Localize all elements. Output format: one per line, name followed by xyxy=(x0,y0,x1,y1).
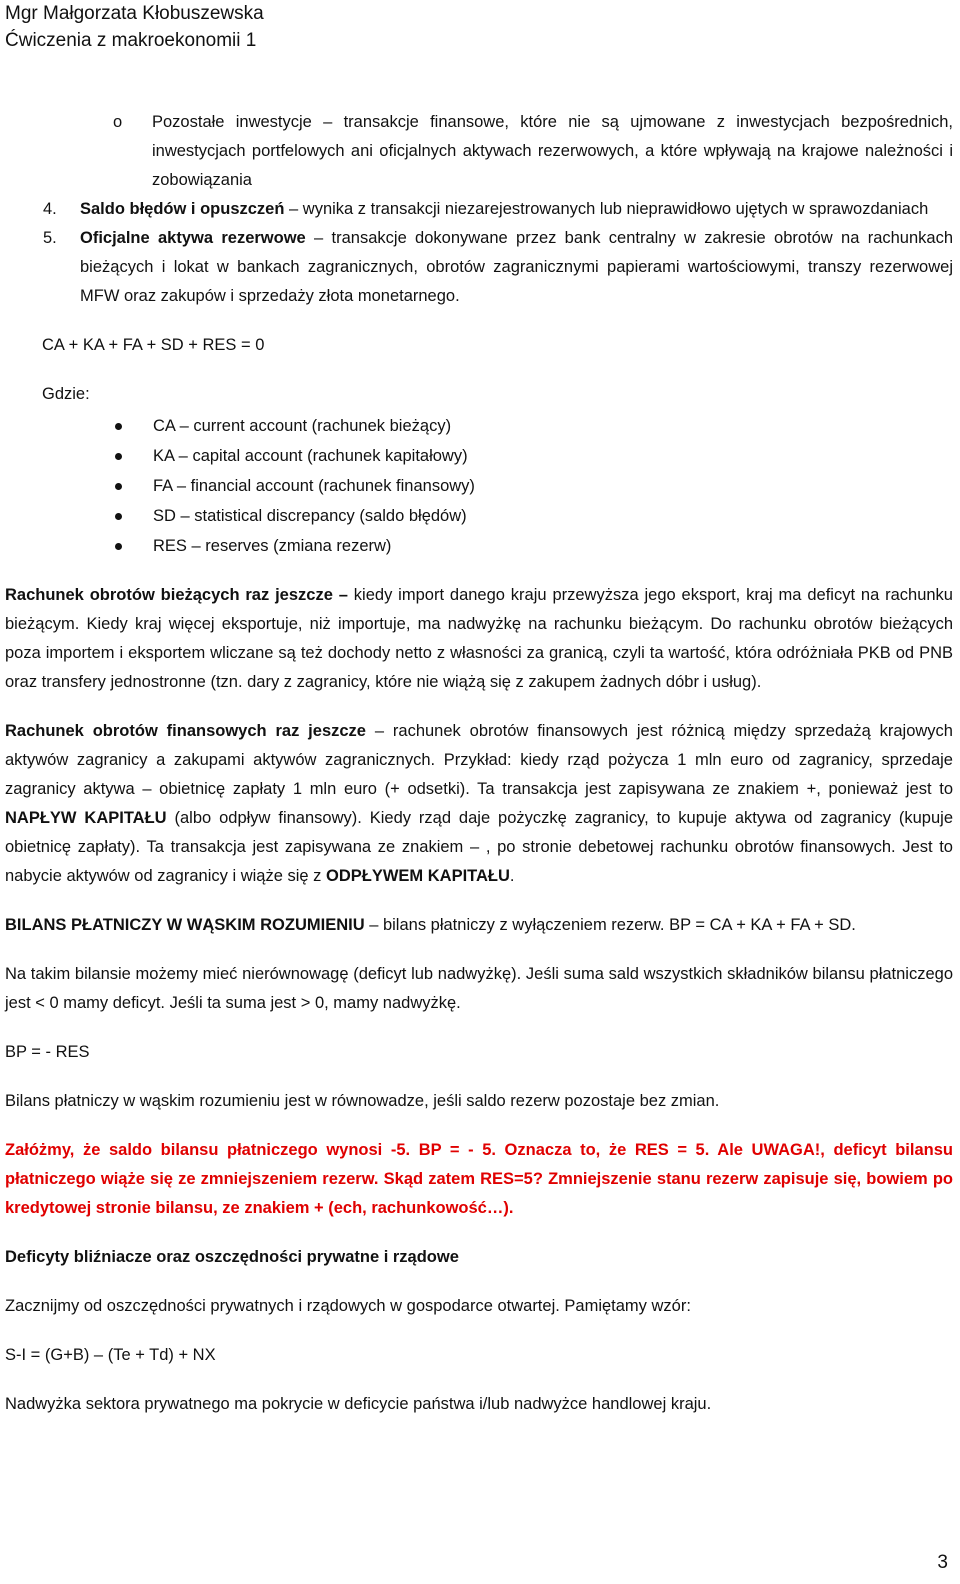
paragraph-heading: BILANS PŁATNICZY W WĄSKIM ROZUMIENIU xyxy=(5,916,365,934)
bp-equation: BP = - RES xyxy=(5,1043,90,1061)
list-item-text: – transakcje dokonywane przez bank centralny w zakresie obrotów na rachunkach bieżących i lokat w bankach zagranicznych, obrotów zagranicznymi papierami wartościowymi, transzy rezerwowej MFW oraz zakupów i sprzedaży złota monetarnego. xyxy=(80,229,954,305)
paragraph-imbalance: Na takim bilansie możemy mieć nierównowagę (deficyt lub nadwyżkę). Jeśli suma sald wszystkich składników bilansu płatniczego jest < 0 mamy deficyt. Jeśli ta suma jest > 0, mamy nadwyżkę. xyxy=(5,965,953,1012)
list-item-term: Saldo błędów i opuszczeń xyxy=(80,200,285,218)
list-item-5 xyxy=(43,224,954,311)
savings-equation: S-I = (G+B) – (Te + Td) + NX xyxy=(5,1346,216,1364)
bullet-icon xyxy=(115,453,122,460)
page-number: 3 xyxy=(937,1552,948,1573)
document-header xyxy=(5,0,264,54)
list-item: KA – capital account (rachunek kapitałowy) xyxy=(153,441,953,471)
list-item-text: – wynika z transakcji niezarejestrowanych lub nieprawidłowo ujętych w sprawozdaniach xyxy=(284,200,929,218)
definitions-list xyxy=(5,411,953,561)
paragraph-savings: Zacznijmy od oszczędności prywatnych i rządowych w gospodarce otwartej. Pamiętamy wzór: xyxy=(5,1297,691,1315)
paragraph-financial-account: Rachunek obrotów finansowych raz jeszcze – rachunek obrotów finansowych jest różnicą między sprzedażą krajowych aktywów zagranicy a zakupami aktywów zagranicznych. Przykład: kiedy rząd pożycza 1 mln euro od zagranicy, sprzedaje zagranicy aktywa – obietnicę zapłaty 1 mln euro (+ odsetki). Ta transakcja jest zapisywana ze znakiem +, ponieważ jest to NAPŁYW KAPITAŁU (albo odpływ finansowy). Kiedy rząd daje pożyczkę zagranicy, to kupuje aktywa od zagranicy (kupuje obietnicę zapłaty). Ta transakcja jest zapisywana ze znakiem – , po stronie debetowej rachunku obrotów finansowych. Jest to nabycie aktywów od zagranicy i wiąże się z ODPŁYWEM KAPITAŁU. xyxy=(5,722,953,885)
list-item-text: Pozostałe inwestycje – transakcje finansowe, które nie są ujmowane z inwestycjach bezpośrednich, inwestycjach portfelowych ani oficjalnych aktywach rezerwowych, a które wpływają na krajowe należności i zobowiązania xyxy=(152,113,953,189)
paragraph-balance-narrow: BILANS PŁATNICZY W WĄSKIM ROZUMIENIU – bilans płatniczy z wyłączeniem rezerw. BP = CA + KA + FA + SD. xyxy=(5,916,856,934)
bullet-icon xyxy=(115,513,122,520)
bullet-icon xyxy=(115,423,122,430)
list-item: FA – financial account (rachunek finansowy) xyxy=(153,471,953,501)
list-marker: o xyxy=(113,113,123,131)
author-name: Mgr Małgorzata Kłobuszewska xyxy=(5,3,264,24)
list-item: RES – reserves (zmiana rezerw) xyxy=(153,531,953,561)
balance-equation: CA + KA + FA + SD + RES = 0 xyxy=(42,336,265,354)
paragraph-current-account: Rachunek obrotów bieżących raz jeszcze – kiedy import danego kraju przewyższa jego eksport, kraj ma deficyt na rachunku bieżącym. Kiedy kraj więcej eksportuje, niż importuje, ma nadwyżkę na rachunku bieżącym. Do rachunku obrotów bieżących poza importem i eksportem wliczane są też dochody netto z własności za granicą, czyli ta wartość, która odróżniała PKB od PNB oraz transfery jednostronne (tzn. dary z zagranicy, które nie wiążą się z zakupem żadnych dóbr i usług). xyxy=(5,586,953,691)
capital-inflow-term: NAPŁYW KAPITAŁU xyxy=(5,809,167,827)
paragraph-surplus: Nadwyżka sektora prywatnego ma pokrycie w deficycie państwa i/lub nadwyżce handlowej kraju. xyxy=(5,1395,712,1413)
bullet-icon xyxy=(115,543,122,550)
bullet-icon xyxy=(115,483,122,490)
paragraph-equilibrium: Bilans płatniczy w wąskim rozumieniu jest w równowadze, jeśli saldo rezerw pozostaje bez zmian. xyxy=(5,1092,720,1110)
paragraph-heading: Rachunek obrotów finansowych raz jeszcze xyxy=(5,722,366,740)
list-item-term: Oficjalne aktywa rezerwowe xyxy=(80,229,306,247)
document-body xyxy=(5,108,953,1419)
course-title: Ćwiczenia z makroekonomii 1 xyxy=(5,30,257,51)
where-label: Gdzie: xyxy=(42,385,90,403)
list-number: 4. xyxy=(43,200,57,218)
paragraph-heading: Rachunek obrotów bieżących raz jeszcze – xyxy=(5,586,348,604)
list-number: 5. xyxy=(43,229,57,247)
paragraph-example-highlight: Załóżmy, że saldo bilansu płatniczego wynosi -5. BP = - 5. Oznacza to, że RES = 5. Ale UWAGA!, deficyt bilansu płatniczego wiąże się ze zmniejszeniem rezerw. Skąd zatem RES=5? Zmniejszenie stanu rezerw zapisuje się, bowiem po kredytowej stronie bilansu, ze znakiem + (ech, rachunkowość…). xyxy=(5,1141,953,1217)
section-heading-twin-deficits: Deficyty bliźniacze oraz oszczędności prywatne i rządowe xyxy=(5,1248,459,1266)
list-item: CA – current account (rachunek bieżący) xyxy=(153,411,953,441)
list-item: SD – statistical discrepancy (saldo błędów) xyxy=(153,501,953,531)
capital-outflow-term: ODPŁYWEM KAPITAŁU xyxy=(325,867,510,885)
list-item-4 xyxy=(43,195,953,224)
list-item-other-investments xyxy=(113,108,953,195)
